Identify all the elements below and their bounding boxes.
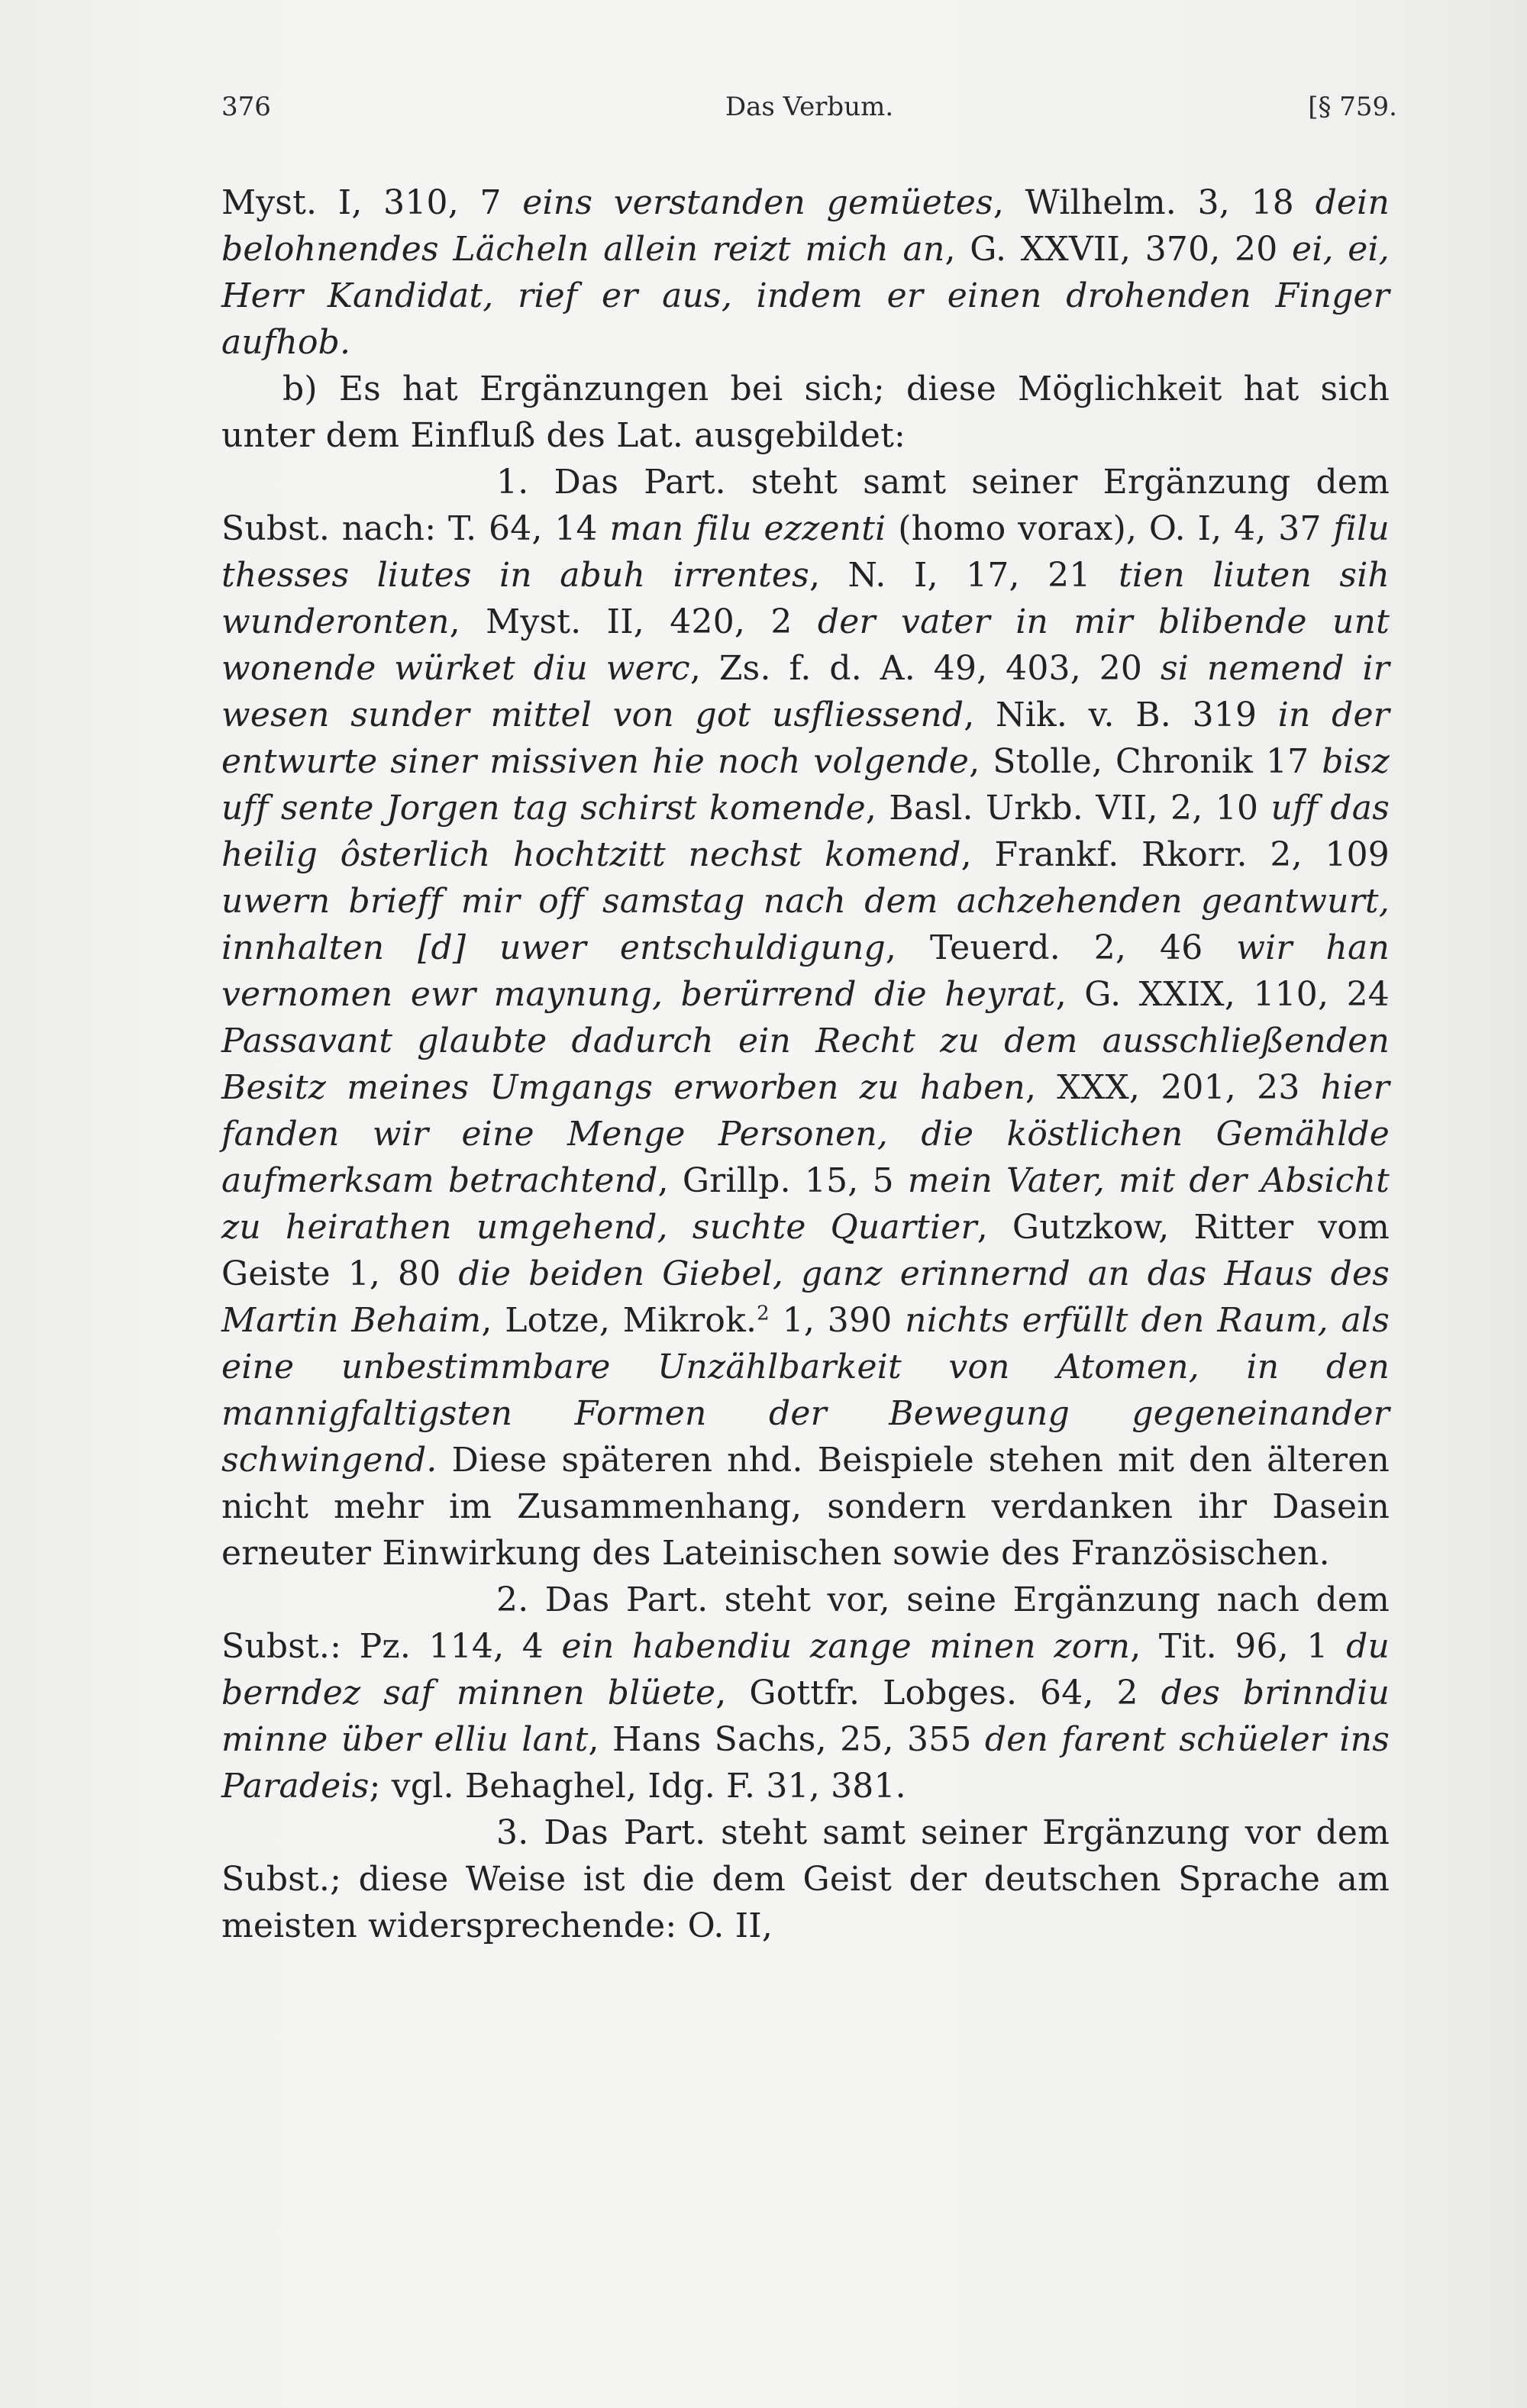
italic-run: tien liuten sih wunderonten [221,556,1390,641]
text-run: , Wilhelm. 3, 18 [993,183,1316,222]
paragraph [221,1809,1390,1949]
italic-run: ei, ei, Herr Kandidat, rief er aus, indem er einen drohenden Finger aufhob. [221,230,1390,362]
italic-run: die beiden Giebel, ganz erinnernd an das Haus des Martin Behaim [221,1254,1390,1340]
text-run: Diese späteren nhd. Beispiele stehen mit den älteren nicht mehr im Zusammenhang, sondern verdanken ihr Dasein erneuter Einwirkung des Lateinischen sowie des Französischen. [221,1441,1390,1573]
italic-run: si nemend ir wesen sunder mittel von got usfliessend [221,649,1390,734]
italic-run: man filu ezzenti [609,509,886,548]
text-run: , Grillp. 15, 5 [657,1161,908,1200]
italic-run: uff das heilig ôsterlich hochtzitt nechst komend [221,789,1390,874]
text-run: , Zs. f. d. A. 49, 403, 20 [689,649,1161,688]
running-title: Das Verbum. [725,92,894,122]
text-run: , Basl. Urkb. VII, 2, 10 [865,789,1271,828]
text-run: , Hans Sachs, 25, 355 [588,1720,985,1759]
text-run: , Frankf. Rkorr. 2, 109 [960,835,1390,874]
italic-run: in der entwurte siner missiven hie noch volgende [221,696,1390,781]
italic-run: uwern brieff mir off samstag nach dem achzehenden geantwurt, innhalten [d] uwer entschuldigung [221,882,1390,967]
text-run: , Lotze, Mikrok. [481,1301,757,1340]
text-run: , Myst. II, 420, 2 [449,602,818,641]
text-run: , G. XXVII, 370, 20 [944,230,1293,269]
italic-run: ein habendiu zange minen zorn [561,1627,1131,1666]
text-run: ; vgl. Behaghel, Idg. F. 31, 381. [369,1767,906,1806]
text-run: 1. Das Part. steht samt seiner Ergänzung dem Subst. nach: T. 64, 14 [221,463,1390,548]
superscript: 2 [757,1302,770,1325]
text-run: , N. I, 17, 21 [809,556,1119,595]
italic-run: bisz uff sente Jorgen tag schirst komende [221,742,1390,828]
italic-run: des brinndiu minne über elliu lant [221,1674,1390,1759]
italic-run: nichts erfüllt den Raum, als eine unbestimmbare Unzählbarkeit von Atomen, in den mannigfaltigsten Formen der Bewegung gegeneinander schwingend. [221,1301,1390,1480]
paragraph [221,1577,1390,1809]
text-run: 1, 390 [769,1301,906,1340]
italic-run: mein Vater, mit der Absicht zu heirathen umgehend, suchte Quartier [221,1161,1390,1247]
body-text [221,179,1390,1949]
text-run: b) Es hat Ergänzungen bei sich; diese Möglichkeit hat sich unter dem Einfluß des Lat. ausgebildet: [221,370,1390,455]
italic-run: eins verstanden gemüetes [522,183,993,222]
page-number: 376 [221,92,271,122]
italic-run: hier fanden wir eine Menge Personen, die köstlichen Gemählde aufmerksam betrachtend [221,1068,1390,1200]
text-run: , Nik. v. B. 319 [964,696,1278,734]
italic-run: den farent schüeler ins Paradeis [221,1720,1390,1806]
italic-run: filu thesses liutes in abuh irrentes [221,509,1390,595]
italic-run: Passavant glaubte dadurch ein Recht zu dem ausschließenden Besitz meines Umgangs erworben zu haben [221,1022,1390,1107]
paragraph [221,366,1390,459]
paragraph [221,459,1390,1577]
page-header [221,92,1397,137]
paragraph [221,179,1390,366]
text-run: , Gottfr. Lobges. 64, 2 [715,1674,1161,1712]
text-run: , Gutzkow, Ritter vom Geiste 1, 80 [221,1208,1390,1293]
text-run: , Tit. 96, 1 [1130,1627,1347,1666]
italic-run: dein belohnendes Lächeln allein reizt mich an [221,183,1390,269]
text-run: , Teuerd. 2, 46 [885,928,1237,967]
italic-run: der vater in mir blibende unt wonende würket diu werc [221,602,1390,688]
italic-run: wir han vernomen ewr maynung, berürrend die heyrat [221,928,1390,1014]
text-run: Myst. I, 310, 7 [221,183,523,222]
text-run: , G. XXIX, 110, 24 [1055,975,1390,1014]
section-marker: [§ 759. [1308,92,1397,122]
text-run: , XXX, 201, 23 [1025,1068,1321,1107]
text-run: 3. Das Part. steht samt seiner Ergänzung vor dem Subst.; diese Weise ist die dem Geist der deutschen Sprache am meisten widersprechende: O. II, [221,1813,1390,1945]
text-run: (homo vorax), O. I, 4, 37 [886,509,1334,548]
italic-run: du berndez saf minnen blüete [221,1627,1390,1712]
text-run: , Stolle, Chronik 17 [969,742,1322,781]
text-run: 2. Das Part. steht vor, seine Ergänzung nach dem Subst.: Pz. 114, 4 [221,1580,1390,1666]
